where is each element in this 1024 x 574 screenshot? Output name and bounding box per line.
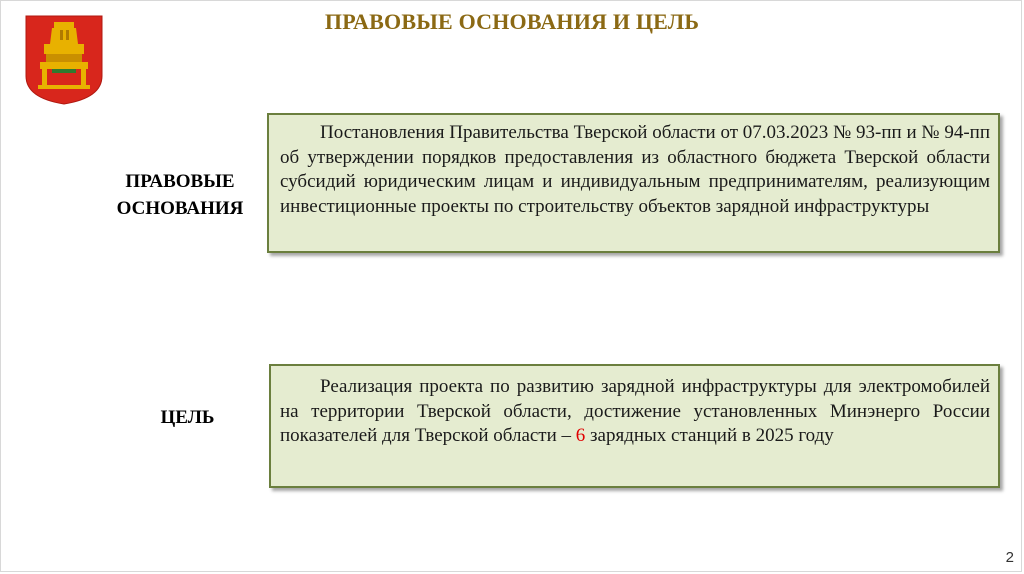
legal-basis-text: Постановления Правительства Тверской области от 07.03.2023 № 93-пп и № 94-пп об утверждении порядков предоставления из областного бюджета Тверской области субсидий юридическим лицам и индивидуальным предпринимателям, реализующим инвестиционные проекты по строительству объектов зарядной инфраструктуры — [280, 122, 990, 217]
goal-label: ЦЕЛЬ — [160, 407, 215, 428]
goal-text-before: Реализация проекта по развитию зарядной инфраструктуры для электромобилей на территории Тверской области, достижение установленных Минэнерго России показателей для Тверской области – — [280, 376, 990, 446]
legal-basis-label: ПРАВОВЫЕ ОСНОВАНИЯ — [116, 171, 244, 219]
goal-text-after: зарядных станций в 2025 году — [585, 425, 834, 446]
slide-title: ПРАВОВЫЕ ОСНОВАНИЯ И ЦЕЛЬ — [324, 9, 700, 34]
legal-basis-box — [267, 113, 1000, 253]
goal-highlight-number: 6 — [575, 425, 586, 446]
goal-box — [269, 364, 1000, 488]
page-number: 2 — [1005, 549, 1014, 566]
